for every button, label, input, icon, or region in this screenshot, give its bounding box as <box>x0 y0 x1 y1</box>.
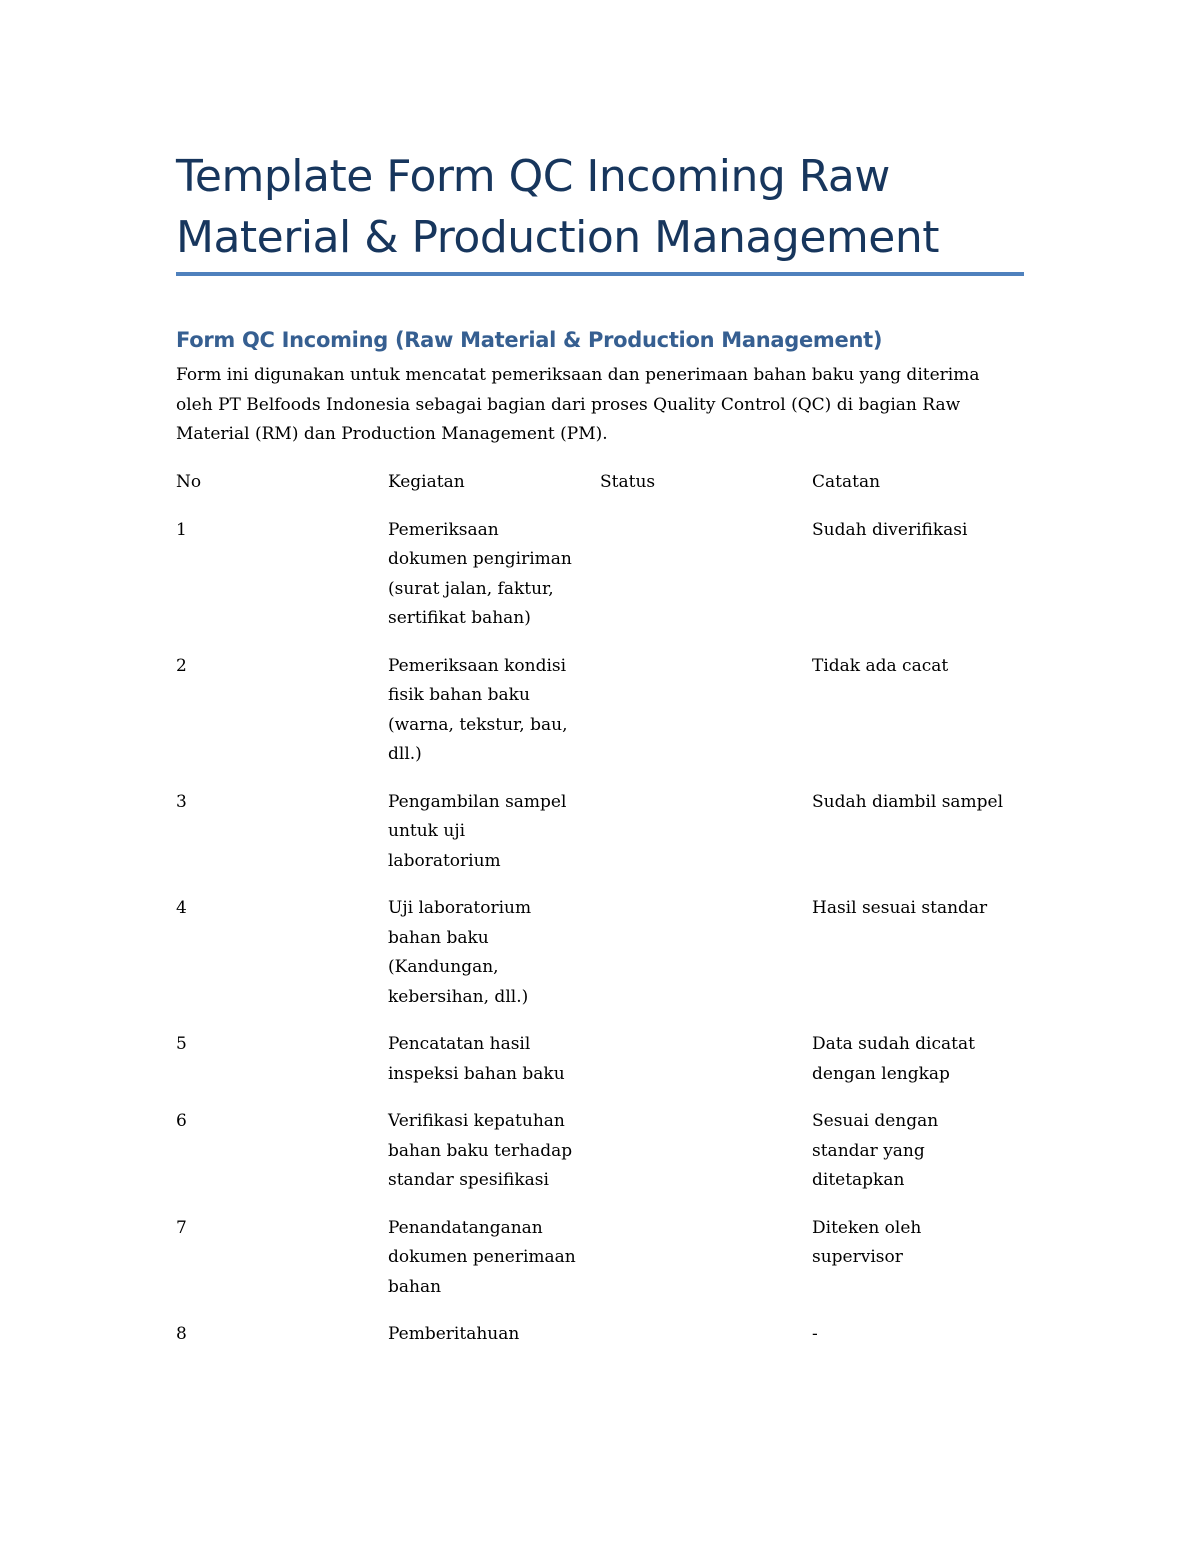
document-title: Template Form QC Incoming Raw Material & Production Management <box>176 151 939 263</box>
row-status[interactable] <box>600 1214 812 1321</box>
row-activity: Pemeriksaan kondisi fisik bahan baku (warna, tekstur, bau, dll.) <box>388 655 568 764</box>
row-activity: Uji laboratorium bahan baku (Kandungan, kebersihan, dll.) <box>388 898 532 1007</box>
row-activity: Pencatatan hasil inspeksi bahan baku <box>388 1034 565 1084</box>
row-activity: Pemeriksaan dokumen pengiriman (surat jalan, faktur, sertifikat bahan) <box>388 519 572 628</box>
table-row <box>176 788 1024 895</box>
table-row <box>176 516 1024 652</box>
row-note: Tidak ada cacat <box>812 655 949 676</box>
row-note: Sesuai dengan standar yang ditetapkan <box>812 1111 939 1190</box>
row-note: - <box>812 1324 818 1344</box>
table-row <box>176 652 1024 788</box>
header-activity: Kegiatan <box>388 472 465 492</box>
row-status[interactable] <box>600 516 812 652</box>
row-no: 1 <box>176 519 187 540</box>
row-activity: Verifikasi kepatuhan bahan baku terhadap standar spesifikasi <box>388 1111 573 1190</box>
row-no: 6 <box>176 1111 187 1131</box>
row-no: 2 <box>176 655 187 676</box>
row-note: Hasil sesuai standar <box>812 898 988 918</box>
header-note: Catatan <box>812 472 881 492</box>
qc-checklist-table <box>176 468 1024 1368</box>
table-row <box>176 894 1024 1030</box>
row-no: 8 <box>176 1324 187 1344</box>
row-activity: Pemberitahuan <box>388 1324 520 1344</box>
row-no: 7 <box>176 1217 187 1238</box>
row-note: Sudah diambil sampel <box>812 791 1004 812</box>
row-status[interactable] <box>600 1107 812 1214</box>
row-note: Data sudah dicatat dengan lengkap <box>812 1034 975 1084</box>
table-row <box>176 1030 1024 1107</box>
row-status[interactable] <box>600 1030 812 1107</box>
header-no: No <box>176 472 202 492</box>
row-note: Diteken oleh supervisor <box>812 1217 922 1267</box>
row-status[interactable] <box>600 652 812 788</box>
table-row <box>176 1214 1024 1321</box>
row-no: 5 <box>176 1034 187 1054</box>
title-underline <box>176 272 1024 276</box>
section-heading: Form QC Incoming (Raw Material & Production Management) <box>176 328 883 352</box>
row-no: 4 <box>176 898 187 918</box>
row-status[interactable] <box>600 788 812 895</box>
table-header-row <box>176 468 1024 516</box>
table-row <box>176 1107 1024 1214</box>
intro-paragraph: Form ini digunakan untuk mencatat pemeriksaan dan penerimaan bahan baku yang diterima oleh PT Belfoods Indonesia sebagai bagian dari proses Quality Control (QC) di bagian Raw Material (RM) dan Production Management (PM). <box>176 365 980 444</box>
row-activity: Penandatanganan dokumen penerimaan bahan <box>388 1217 576 1297</box>
row-status[interactable] <box>600 894 812 1030</box>
table-row <box>176 1320 1024 1368</box>
header-status: Status <box>600 472 656 492</box>
row-activity: Pengambilan sampel untuk uji laboratorium <box>388 791 567 871</box>
row-note: Sudah diverifikasi <box>812 519 968 540</box>
row-no: 3 <box>176 791 187 812</box>
row-status[interactable] <box>600 1320 812 1368</box>
